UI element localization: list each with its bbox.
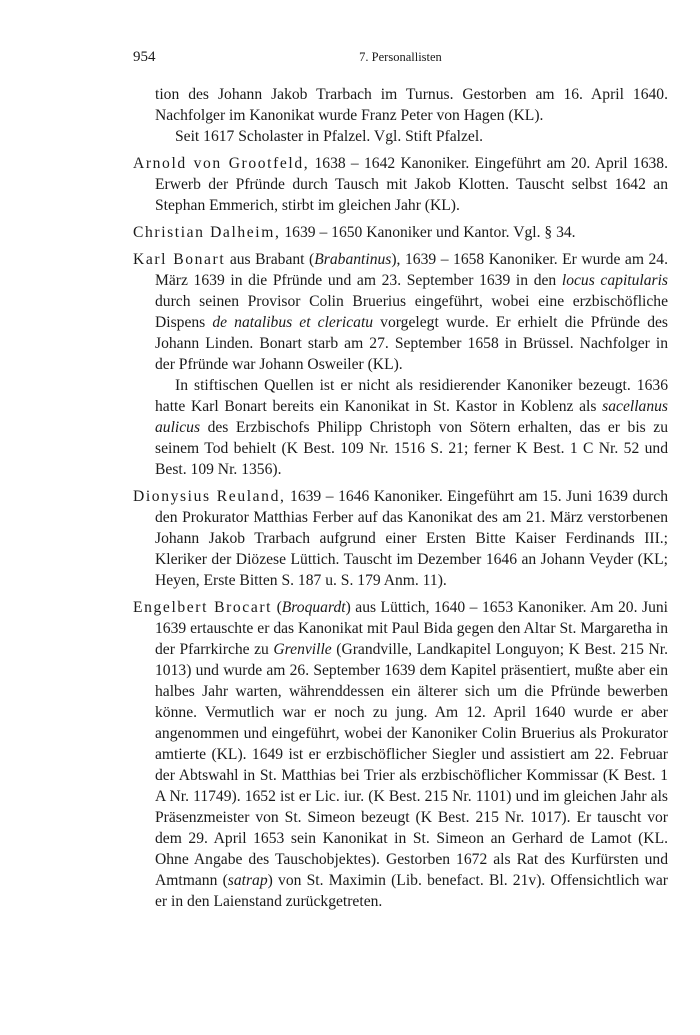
entry-text: aus Brabant ( [225,251,315,268]
paragraph-text: tion des Johann Jakob Trarbach im Turnus. Gestorben am 16. April 1640. Nachfolger im Kanonikat wurde Franz Peter von Hagen (KL). [155,86,668,124]
entry-name: Arnold von Grootfeld, [133,155,310,172]
latin-term: satrap [227,872,268,889]
entry-name: Christian Dalheim, [133,224,281,241]
entry-grootfeld [133,153,668,216]
continuation-paragraph-2 [133,126,668,147]
entry-bonart [133,249,668,375]
latin-term: Broquardt [281,599,346,616]
place-name: Grenville [273,641,332,658]
entry-text: ( [272,599,282,616]
entry-text: ) von St. Maximin (Lib. benefact. Bl. 21v). Offensichtlich war er in den Laienstand zurückgetreten. [155,872,668,910]
continuation-paragraph [133,84,668,126]
entry-dalheim [133,222,668,243]
entry-text: durch seinen Provisor Colin Bruerius eingeführt, wobei eine erzbischöfliche Dispens [155,293,668,331]
entry-text: ), 1639 – 1658 Kanoniker. Er wurde am 24. März 1639 in die Pfründe und am 23. September 1639 in den [155,251,668,289]
entry-text: 1639 – 1646 Kanoniker. Eingeführt am 15. Juni 1639 durch den Prokurator Matthias Ferber auf das Kanonikat des am 21. März verstorbenen Johann Jakob Trarbach aufgrund einer Ersten Bitte Kaiser Ferdinands III.; Kleriker der Diözese Lüttich. Tauscht im Dezember 1646 an Johann Veyder (KL; Heyen, Erste Bitten S. 187 u. S. 179 Anm. 11). [155,488,668,589]
entry-name: Dionysius Reuland, [133,488,286,505]
entry-name: Engelbert Brocart [133,599,273,616]
entry-text: ) aus Lüttich, 1640 – 1653 Kanoniker. Am 20. Juni 1639 ertauschte er das Kanonikat mit Paul Bida gegen den Altar St. Margaretha in der Pfarrkirche zu [155,599,668,658]
entry-text: vorgelegt wurde. Er erhielt die Pfründe des Johann Linden. Bonart starb am 27. September 1658 in Brüssel. Nachfolger in der Pfründe war Johann Osweiler (KL). [155,314,668,373]
entry-text: des Erzbischofs Philipp Christoph von Sötern erhalten, das er bis zu seinem Tod behielt (K Best. 109 Nr. 1516 S. 21; ferner K Best. 1 C Nr. 52 und Best. 109 Nr. 1356). [155,419,668,478]
entry-text: 1639 – 1650 Kanoniker und Kantor. Vgl. § 34. [280,224,576,241]
entry-text: 1638 – 1642 Kanoniker. Eingeführt am 20. April 1638. Erwerb der Pfründe durch Tausch mit Jakob Klotten. Tauscht selbst 1642 an Stephan Emmerich, stirbt im gleichen Jahr (KL). [155,155,668,214]
entry-name: Karl Bonart [133,251,226,268]
page-number: 954 [133,49,156,65]
latin-term: sacellanus aulicus [155,398,668,436]
page-header [133,49,668,67]
entry-text: (Grandville, Landkapitel Longuyon; K Best. 215 Nr. 1013) und wurde am 26. September 1639 dem Kapitel präsentiert, mußte aber ein halbes Jahr warten, währenddessen ein älterer sich um die Pfründe bewerben könne. Vermutlich war er noch zu jung. Am 12. April 1640 wurde er aber angenommen und eingeführt, wobei der Kanoniker Colin Bruerius als Prokurator amtierte (KL). 1649 ist er erzbischöflicher Siegler und assistiert am 22. Februar der Abtswahl in St. Matthias bei Trier als erzbischöflicher Kommissar (K Best. 1 A Nr. 11749). 1652 ist er Lic. iur. (K Best. 215 Nr. 1101) und im gleichen Jahr als Präsenzmeister von St. Simeon bezeugt (K Best. 215 Nr. 1017). Er tauscht vor dem 29. April 1653 sein Kanonikat in St. Simeon an Gerhard de Lamot (KL. Ohne Angabe des Tauschobjektes). Gestorben 1672 als Rat des Kurfürsten und Amtmann ( [155,641,668,889]
latin-term: Brabantinus [314,251,392,268]
entry-brocart [133,597,668,912]
latin-term: de natalibus et clericatu [212,314,374,331]
entry-reuland [133,486,668,591]
running-title: 7. Personallisten [359,50,442,64]
body-text [133,84,668,912]
entry-text: In stiftischen Quellen ist er nicht als residierender Kanoniker bezeugt. 1636 hatte Karl Bonart bereits ein Kanonikat in St. Kastor in Koblenz als [155,377,668,415]
latin-term: locus capitularis [561,272,668,289]
paragraph-text: Seit 1617 Scholaster in Pfalzel. Vgl. Stift Pfalzel. [175,128,484,145]
entry-bonart-paragraph-2 [133,375,668,480]
